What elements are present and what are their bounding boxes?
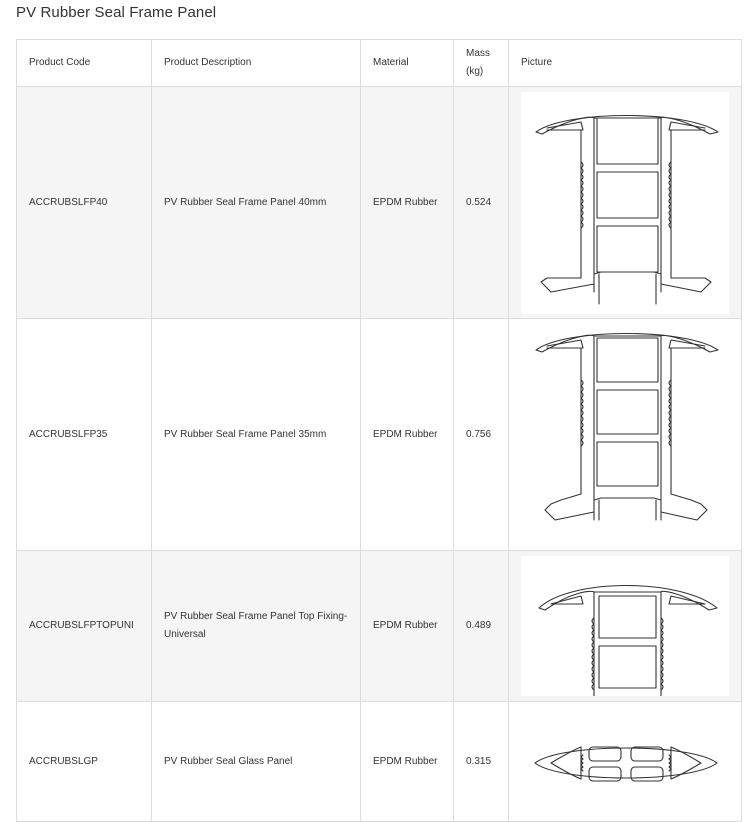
cell-mass: 0.489 <box>454 551 509 702</box>
cell-material: EPDM Rubber <box>361 87 454 319</box>
table-header-row <box>17 40 742 87</box>
cell-product-code: ACCRUBSLFPTOPUNI <box>17 551 152 702</box>
header-mass-label: Mass <box>466 48 490 59</box>
table-row <box>17 87 742 319</box>
header-product-code: Product Code <box>17 40 152 87</box>
header-picture: Picture <box>509 40 742 87</box>
cell-product-description: PV Rubber Seal Glass Panel <box>152 702 361 822</box>
seal-profile-drawing <box>521 556 731 696</box>
cell-product-description: PV Rubber Seal Frame Panel 35mm <box>152 319 361 551</box>
cell-product-code: ACCRUBSLFP35 <box>17 319 152 551</box>
product-image-frame-panel-40 <box>521 92 729 314</box>
product-image-glass-panel <box>521 707 729 817</box>
product-image-frame-panel-35 <box>521 324 729 546</box>
seal-profile-drawing <box>521 707 731 817</box>
header-product-description: Product Description <box>152 40 361 87</box>
seal-profile-drawing <box>521 324 731 546</box>
cell-product-code: ACCRUBSLFP40 <box>17 87 152 319</box>
page-title: PV Rubber Seal Frame Panel <box>16 4 217 21</box>
cell-picture <box>509 702 742 822</box>
cell-material: EPDM Rubber <box>361 319 454 551</box>
table-row <box>17 702 742 822</box>
product-image-frame-panel-top-fixing <box>521 556 729 696</box>
cell-mass: 0.524 <box>454 87 509 319</box>
table-row <box>17 551 742 702</box>
cell-product-code: ACCRUBSLGP <box>17 702 152 822</box>
header-material: Material <box>361 40 454 87</box>
cell-material: EPDM Rubber <box>361 551 454 702</box>
header-mass <box>454 40 509 87</box>
seal-profile-drawing <box>521 92 731 314</box>
header-mass-unit: (kg) <box>466 66 484 77</box>
cell-product-description: PV Rubber Seal Frame Panel Top Fixing-Universal <box>152 551 361 702</box>
table-row <box>17 319 742 551</box>
cell-picture <box>509 319 742 551</box>
cell-mass: 0.756 <box>454 319 509 551</box>
cell-picture <box>509 87 742 319</box>
cell-picture <box>509 551 742 702</box>
products-table <box>16 39 742 822</box>
cell-material: EPDM Rubber <box>361 702 454 822</box>
cell-product-description: PV Rubber Seal Frame Panel 40mm <box>152 87 361 319</box>
cell-mass: 0.315 <box>454 702 509 822</box>
